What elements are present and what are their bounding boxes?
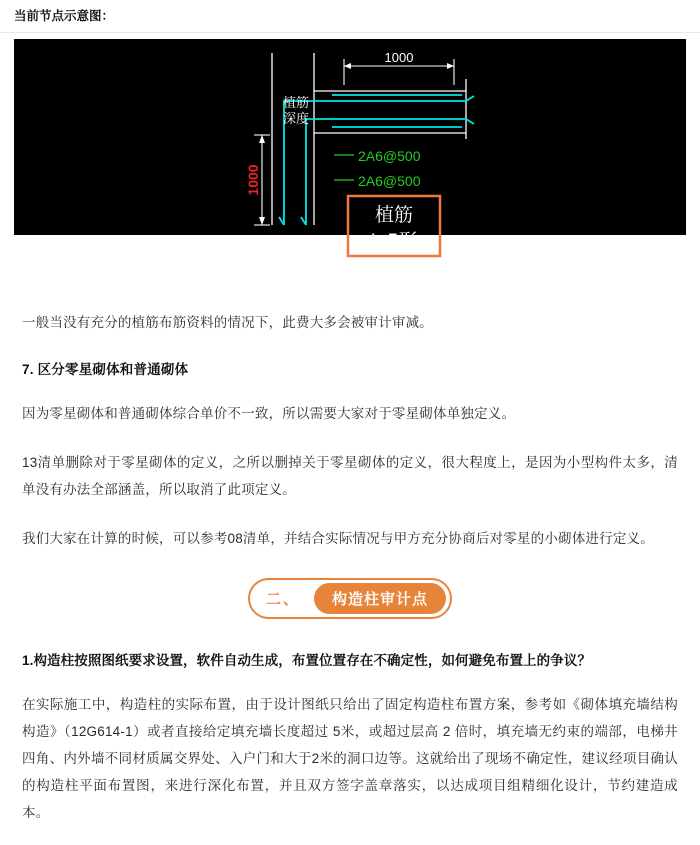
dimension-left-label: 1000 [245, 164, 261, 196]
paragraph-answer-1: 在实际施工中，构造柱的实际布置，由于设计图纸只给出了固定构造柱布置方案，参考如《砌体填充墙结构构造》（12G614-1）或者直接给定填充墙长度超过 5米，或超过层高 2 倍时，填充墙无约束的端部，电梯井四角、内外墙不同材质属交界处、入户门和大于2米的洞口边等。这就给出了现场不确定性，建议经项目确认的构造柱平面布置图，来进行深化布置，并且双方签字盖章落实，以达成项目组精细化设计，节约建造成本。 [22, 697, 678, 820]
question-heading-1: 1.构造柱按照图纸要求设置，软件自动生成，布置位置存在不确定性，如何避免布置上的争议？ [22, 653, 592, 668]
spec-lower-label: 2A6@500 [358, 173, 421, 189]
paragraph-08-list: 我们大家在计算的时候，可以参考08清单，并结合实际情况与甲方充分协商后对零星的小砌体进行定义。 [22, 531, 654, 546]
article-content [0, 309, 700, 826]
paragraph-audit-deduction: 一般当没有充分的植筋布筋资料的情况下，此费大多会被审计审减。 [22, 315, 433, 330]
figure-spacer [0, 235, 700, 309]
heading-section-7: 7. 区分零星砌体和普通砌体 [22, 362, 189, 377]
spec-upper-label: 2A6@500 [358, 148, 421, 164]
section-banner [248, 578, 452, 619]
rebar-depth-label-line2: 深度 [282, 111, 310, 126]
rebar-depth-label-line1: 植筋 [282, 95, 310, 110]
figure-title-line1: 植筋 [374, 205, 414, 226]
section-banner-number: 二、 [265, 591, 300, 608]
section-banner-row [22, 578, 678, 619]
section-banner-title: 构造柱审计点 [314, 583, 446, 614]
dimension-top-label: 1000 [384, 50, 414, 65]
figure-caption-label: 当前节点示意图： [14, 9, 115, 23]
node-diagram-figure [14, 39, 686, 252]
paragraph-unit-price: 因为零星砌体和普通砌体综合单价不一致，所以需要大家对于零星砌体单独定义。 [22, 406, 516, 421]
paragraph-13-list: 13清单删除对于零星砌体的定义，之所以删掉关于零星砌体的定义，很大程度上，是因为小型构件太多，清单没有办法全部涵盖，所以取消了此项定义。 [22, 455, 678, 497]
figure-caption-bar [0, 0, 700, 33]
figure-title-line2: L-5形 [370, 231, 418, 252]
node-diagram-svg [14, 39, 686, 252]
